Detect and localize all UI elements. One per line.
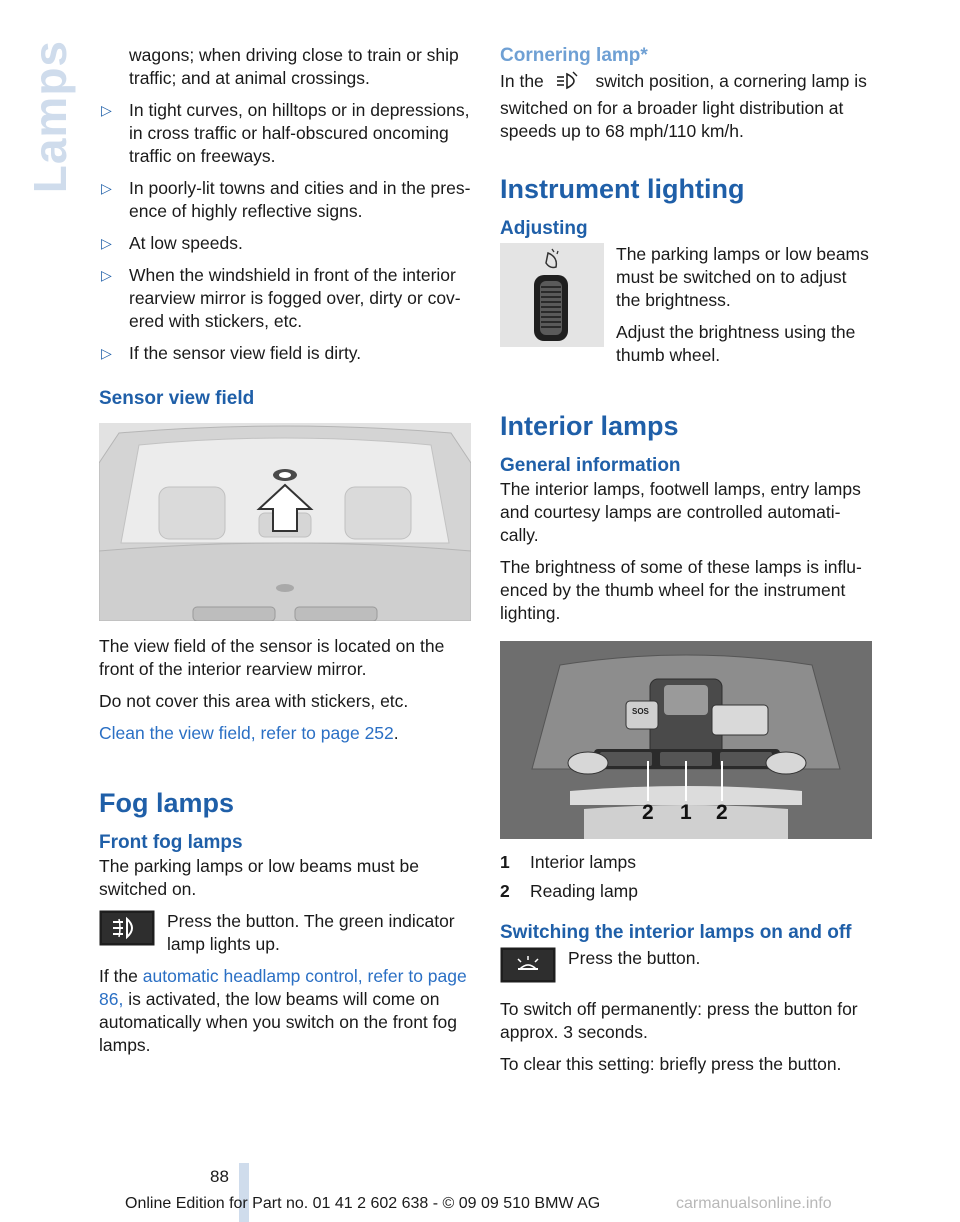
- adjusting-instruction-text: Adjust the brightness using the thumb wheel.: [616, 322, 856, 365]
- clear-setting-text: To clear this setting: briefly press the button.: [500, 1054, 842, 1074]
- interior-button-row: [500, 947, 874, 989]
- fog-lamp-button-icon: [99, 910, 155, 952]
- list-item: ▷ In tight curves, on hilltops or in depressions, in cross traffic or half-obscured oncoming traffic on freeways.: [101, 100, 470, 166]
- bullet-triangle-icon: ▷: [101, 102, 112, 118]
- interior-button-instruction: Press the button.: [568, 948, 701, 968]
- page-number: 88: [210, 1167, 229, 1186]
- brightness-influence-text: The brightness of some of these lamps is influ-enced by the thumb wheel for the instrument lighting.: [500, 557, 862, 623]
- figure-callout-2-left: 2: [642, 801, 654, 824]
- bullet-triangle-icon: ▷: [101, 345, 112, 361]
- side-section-title: Lamps: [24, 40, 76, 194]
- bullet-triangle-icon: ▷: [101, 235, 112, 251]
- adjusting-text-block: [616, 243, 874, 376]
- overhead-console-illustration: [500, 641, 872, 839]
- adjusting-requirement-text: The parking lamps or low beams must be switched on to adjust the brightness.: [616, 244, 869, 310]
- left-column: [99, 44, 471, 1066]
- headlamp-switch-icon: [555, 71, 585, 97]
- fog-button-row: [99, 910, 471, 956]
- bullet-triangle-icon: ▷: [101, 180, 112, 196]
- automatic-headlamp-link[interactable]: automatic headlamp control, refer to page 86,: [99, 966, 467, 1009]
- fog-automatic-text: If the automatic headlamp control, refer to page 86, is activated, the low beams will come on automatically when you switch on the front fog lamps.: [99, 966, 467, 1055]
- windshield-sensor-illustration: [99, 423, 471, 621]
- cornering-lamp-text: In the switch position, a cornering lamp is switched on for a broader light distribution at speeds up to 68 mph/110 km/h.: [500, 71, 867, 141]
- fog-button-instruction: Press the button. The green indicator lamp lights up.: [167, 911, 455, 954]
- switch-off-permanently-text: To switch off permanently: press the button for approx. 3 seconds.: [500, 999, 858, 1042]
- adjusting-heading: Adjusting: [500, 218, 588, 239]
- fog-requirement-text: The parking lamps or low beams must be switched on.: [99, 856, 419, 899]
- fog-lamps-heading: Fog lamps: [99, 788, 235, 818]
- figure-callout-2-right: 2: [716, 801, 728, 824]
- interior-lamps-heading: Interior lamps: [500, 411, 679, 441]
- sensor-reference: Clean the view field, refer to page 252.: [99, 723, 399, 743]
- list-item: ▷ At low speeds.: [101, 233, 243, 253]
- list-item: wagons; when driving close to train or ship traffic; and at animal crossings.: [129, 45, 459, 88]
- thumb-wheel-illustration: [500, 243, 604, 353]
- sensor-location-text: The view field of the sensor is located on the front of the interior rearview mirror.: [99, 636, 445, 679]
- sos-button-label: SOS: [632, 707, 649, 716]
- list-item: ▷ If the sensor view field is dirty.: [101, 343, 362, 363]
- list-item: ▷ In poorly-lit towns and cities and in the pres-ence of highly reflective signs.: [101, 178, 471, 221]
- cornering-lamp-heading: Cornering lamp*: [500, 45, 648, 66]
- watermark: carmanualsonline.info: [676, 1195, 832, 1212]
- bullet-triangle-icon: ▷: [101, 267, 112, 283]
- right-column: [500, 44, 874, 1085]
- edition-footer: Online Edition for Part no. 01 41 2 602 638 - © 09 09 510 BMW AG: [125, 1195, 601, 1212]
- adjusting-row: [500, 243, 874, 376]
- clean-view-field-link[interactable]: Clean the view field, refer to page 252: [99, 723, 394, 743]
- list-item: ▷ When the windshield in front of the interior rearview mirror is fogged over, dirty or cov-ered with stickers, etc.: [101, 265, 461, 331]
- instrument-lighting-heading: Instrument lighting: [500, 174, 745, 204]
- front-fog-lamps-heading: Front fog lamps: [99, 832, 243, 853]
- legend-item: 2 Reading lamp: [500, 881, 638, 901]
- sensor-view-field-heading: Sensor view field: [99, 388, 255, 409]
- sensor-warning-text: Do not cover this area with stickers, etc.: [99, 691, 409, 711]
- interior-lamp-button-icon: [500, 947, 556, 989]
- figure-callout-1: 1: [680, 801, 692, 824]
- condition-list: [99, 44, 471, 365]
- legend-item: 1 Interior lamps: [500, 852, 637, 872]
- general-information-heading: General information: [500, 455, 681, 476]
- switching-interior-lamps-heading: Switching the interior lamps on and off: [500, 922, 852, 943]
- general-information-text: The interior lamps, footwell lamps, entry lamps and courtesy lamps are controlled automati-cally.: [500, 479, 861, 545]
